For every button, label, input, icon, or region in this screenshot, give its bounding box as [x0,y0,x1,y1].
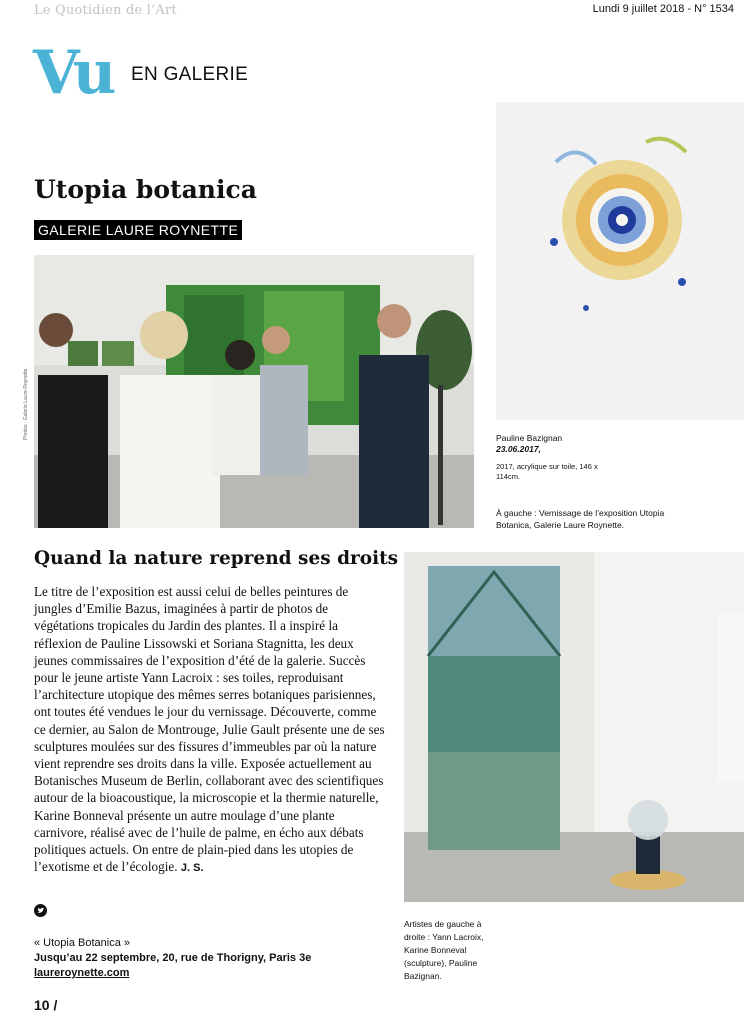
artwork-artist: Pauline Bazignan [496,433,563,443]
vernissage-photo [34,255,474,528]
article-subhead: Quand la nature reprend ses droits [34,548,399,569]
article-text: Le titre de l’exposition est aussi celui de belles peintures de jungles d’Emilie Bazus, imaginées à partir de photos de végétations tropicales du Jardin des plantes. Il a inspiré la réflexion de Pauline Lissowski et Soriana Stagnitta, les deux jeunes commissaires de l’exposition d’été de la galerie. Succès pour le jeune artiste Yann Lacroix : ses toiles, reproduisant l’architecture utopique des mêmes serres botaniques parisiennes, ont toutes été vendues le jour du vernissage. Découverte, comme ce dernier, au Salon de Montrouge, Julie Gault présente une de ses sculptures moulées sur des fissures d’immeubles par où la nature vient reprendre ses droits dans la ville. Exposée actuellement au Botanisches Museum de Berlin, collaborant avec des scientifiques autour de la bioacoustique, la microscopie et la thermie naturelle, Karine Bonneval présente un autre moulage d’une plante carnivore, réalisé avec de l’huile de palme, en écho aux débats politiques actuels. On entre de plain-pied dans les utopies de l’exotisme et de l’écologie. [34,584,385,875]
twitter-icon[interactable] [34,904,47,917]
exhibition-name: « Utopia Botanica » [34,937,131,949]
installation-photo [404,552,744,902]
dateline: Lundi 9 juillet 2018 - N° 1534 [592,3,734,15]
masthead: Le Quotidien de l’Art [34,3,177,18]
gallery-name: GALERIE LAURE ROYNETTE [34,220,242,240]
article-signature: J. S. [180,862,204,875]
artwork-medium: 2017, acrylique sur toile, 146 x 114cm. [496,462,598,481]
page-number: 10 / [34,997,58,1013]
article-title: Utopia botanica [34,175,257,204]
artwork-image [496,102,744,420]
artwork-date: 23.06.2017, [496,444,541,454]
section-label: EN GALERIE [131,64,249,85]
photo-credit: Photos : Galerie Laure Roynette. [23,367,29,440]
section-logo: Vu [33,38,114,108]
exhibition-dates: Jusqu’au 22 septembre, 20, rue de Thorigny, Paris 3e [34,952,312,964]
installation-caption: Artistes de gauche à droite : Yann Lacroix, Karine Bonneval (sculpture), Pauline Bazignan. [404,919,484,981]
article-body [34,583,386,877]
gallery-link[interactable]: laureroynette.com [34,967,130,979]
left-photo-caption: À gauche : Vernissage de l’exposition Utopia Botanica, Galerie Laure Roynette. [496,508,665,530]
